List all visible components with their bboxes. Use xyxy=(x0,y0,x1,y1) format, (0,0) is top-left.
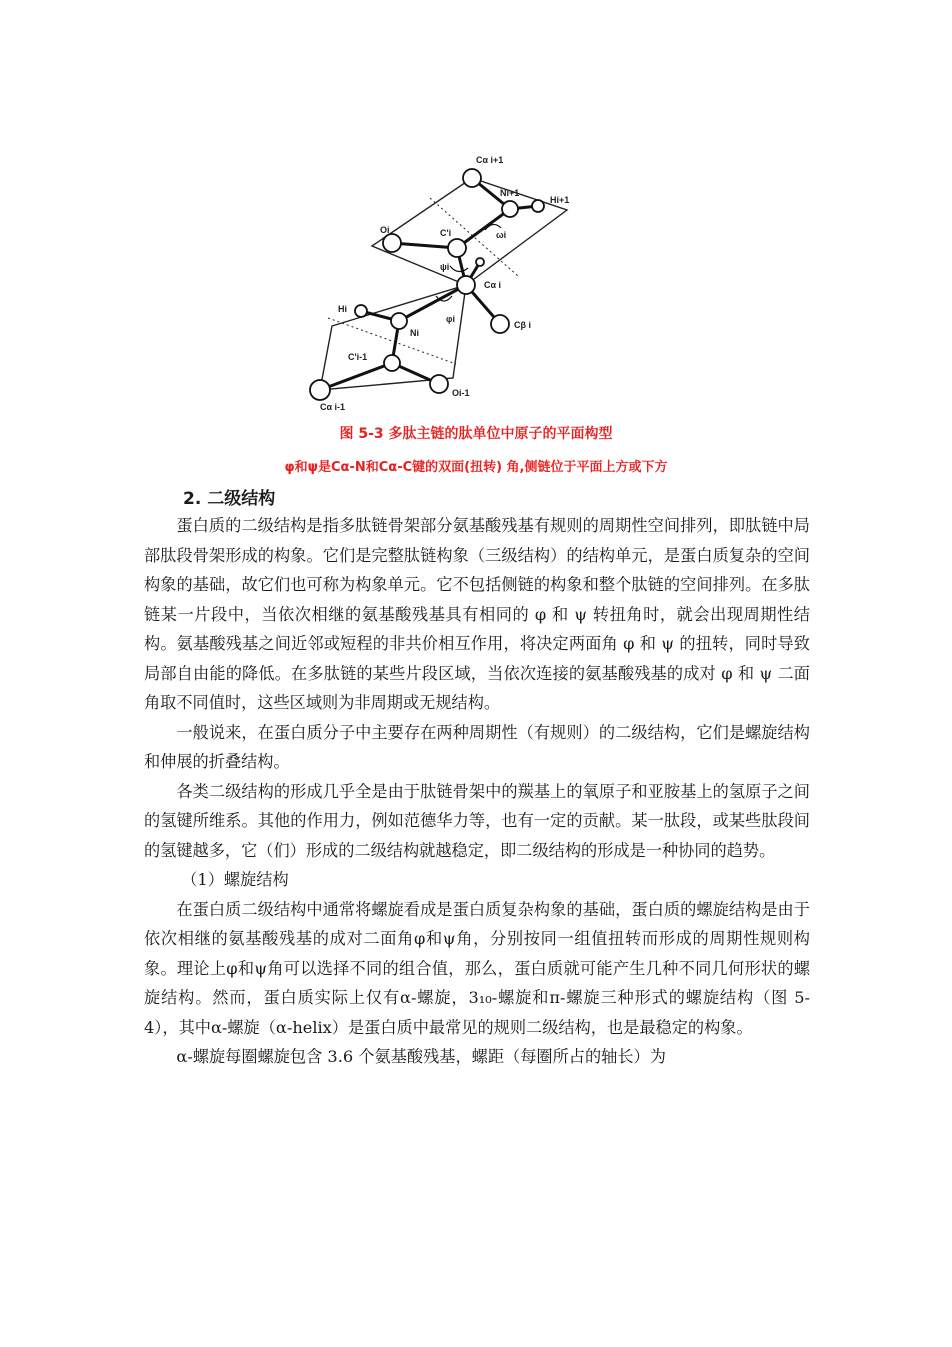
label-c-prime-i: C'i xyxy=(440,228,452,238)
label-c-beta-i: Cβ i xyxy=(514,320,531,330)
paragraph-secondary-structure-definition: 蛋白质的二级结构是指多肽链骨架部分氨基酸残基有规则的周期性空间排列，即肽链中局部肽段骨架形成的构象。它们是完整肽链构象（三级结构）的结构单元，是蛋白质复杂的空间构象的基础，故它们也可称为构象单元。它不包括侧链的构象和整个肽链的空间排列。在多肽链某一片段中，当依次相继的氨基酸残基具有相同的 φ 和 ψ 转扭角时，就会出现周期性结构。氨基酸残基之间近邻或短程的非共价相互作用，将决定两面角 φ 和 ψ 的扭转，同时导致局部自由能的降低。在多肽链的某些片段区域，当依次连接的氨基酸残基的成对 φ 和 ψ 二面角取不同值时，这些区域则为非周期或无规结构。 xyxy=(144,516,810,712)
label-c-alpha-i-plus-1: Cα i+1 xyxy=(476,155,504,165)
label-n-i-plus-1: Ni+1 xyxy=(500,188,520,198)
label-h-i: Hi xyxy=(338,304,347,314)
peptide-plane-figure xyxy=(300,138,570,420)
figure-caption-subtitle: φ和ψ是Cα-N和Cα-C键的双面(扭转) 角,侧链位于平面上方或下方 xyxy=(284,460,668,475)
label-h-i-plus-1: Hi+1 xyxy=(550,195,570,205)
paragraph-hydrogen-bonds: 各类二级结构的形成几乎全是由于肽链骨架中的羰基上的氧原子和亚胺基上的氢原子之间的氢键所维系。其他的作用力，例如范德华力等，也有一定的贡献。某一肽段，或某些肽段间的氢键越多，它（们）形成的二级结构就越稳定，即二级结构的形成是一种协同的趋势。 xyxy=(144,781,810,860)
subheading-helix-structure: （1）螺旋结构 xyxy=(181,870,289,889)
paragraph-helix-description: 在蛋白质二级结构中通常将螺旋看成是蛋白质复杂构象的基础，蛋白质的螺旋结构是由于依次相继的氨基酸残基的成对二面角φ和ψ角，分别按同一组值扭转而形成的周期性规则构象。理论上φ和ψ角可以选择不同的组合值，那么，蛋白质就可能产生几种不同几何形状的螺旋结构。然而，蛋白质实际上仅有α-螺旋，3₁₀-螺旋和π-螺旋三种形式的螺旋结构（图 5-4），其中α-螺旋（α-helix）是蛋白质中最常见的规则二级结构，也是最稳定的构象。 xyxy=(144,899,810,1037)
label-psi-i: ψi xyxy=(440,262,450,272)
figure-caption-title: 图 5-3 多肽主链的肽单位中原子的平面构型 xyxy=(339,426,613,442)
label-n-i: Ni xyxy=(410,328,419,338)
label-c-alpha-i: Cα i xyxy=(484,280,502,290)
paragraph-two-periodic-structures: 一般说来，在蛋白质分子中主要存在两种周期性（有规则）的二级结构，它们是螺旋结构和伸展的折叠结构。 xyxy=(144,722,810,771)
atoms xyxy=(310,169,544,400)
label-c-prime-i-minus-1: C'i-1 xyxy=(348,352,368,362)
upper-peptide-plane xyxy=(372,178,570,285)
peptide-plane-diagram xyxy=(300,138,570,420)
label-phi-i: φi xyxy=(446,314,455,324)
label-o-i-minus-1: Oi-1 xyxy=(452,388,470,398)
body-text xyxy=(144,511,810,1072)
paragraph-alpha-helix: α-螺旋每圈螺旋包含 3.6 个氨基酸残基，螺距（每圈所占的轴长）为 xyxy=(176,1047,666,1066)
psi-rotation-arrow xyxy=(450,266,468,272)
label-o-i: Oi xyxy=(380,225,390,235)
label-c-alpha-i-minus-1: Cα i-1 xyxy=(320,402,346,412)
section-heading: 2. 二级结构 xyxy=(183,489,276,509)
label-omega-i: ωi xyxy=(496,230,507,240)
